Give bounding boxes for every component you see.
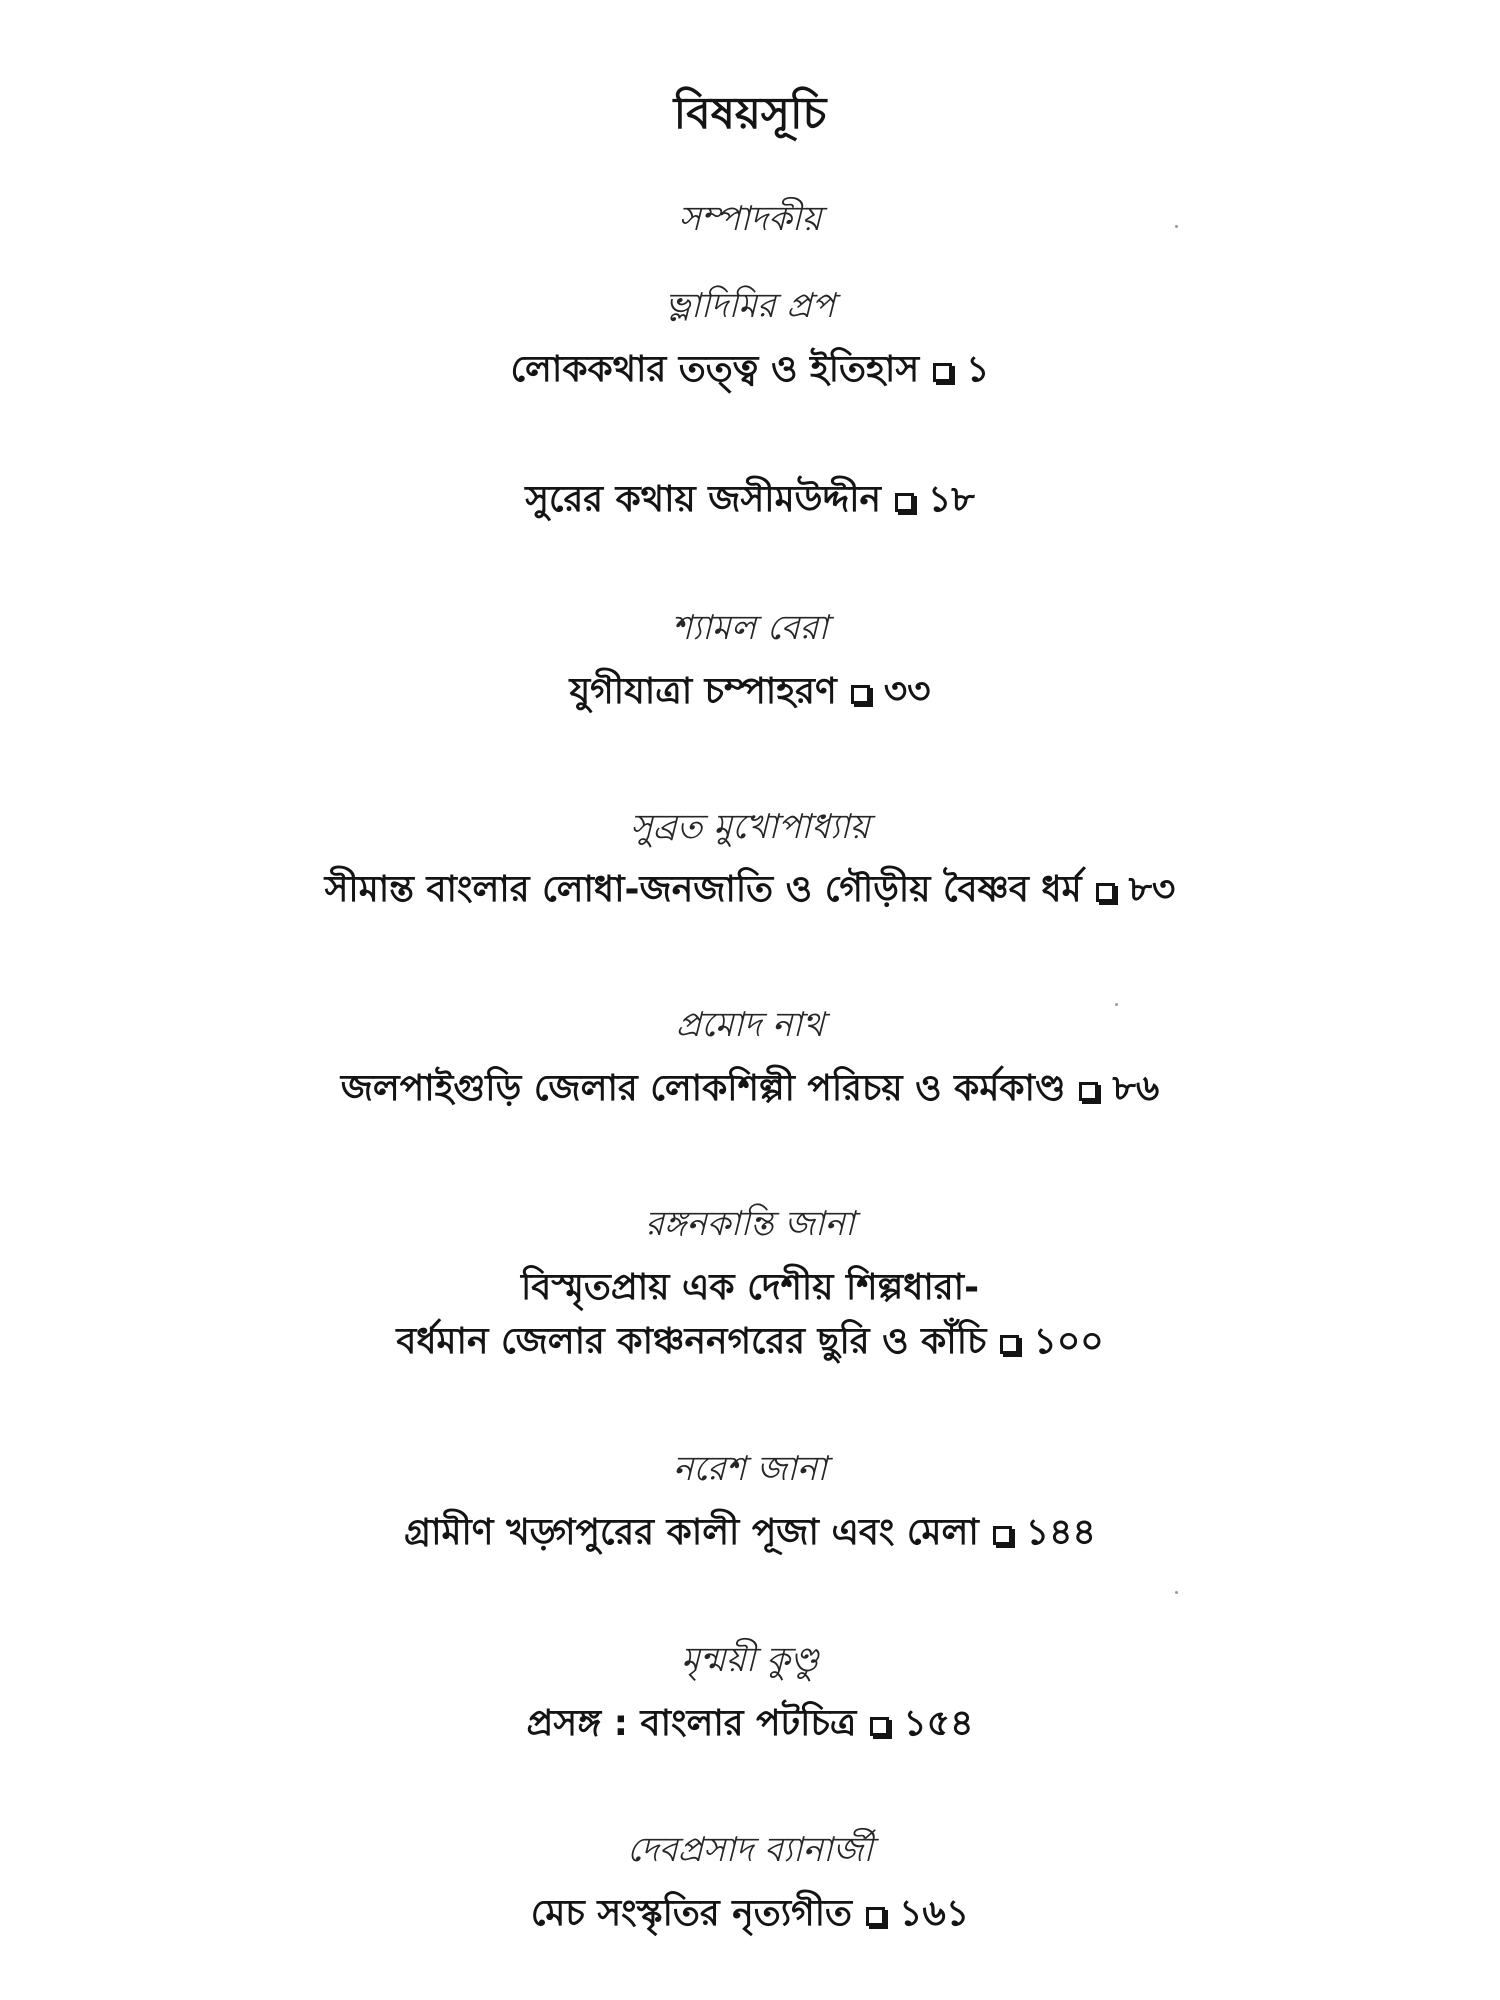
entry-title: মেচ সংস্কৃতির নৃত্যগীত (530, 1893, 853, 1934)
checkbox-bullet-icon (866, 1907, 885, 1926)
entry-author: প্রমোদ নাথ (675, 1005, 825, 1045)
entry-title-line (0, 1321, 1500, 1362)
checkbox-bullet-icon (1079, 1082, 1098, 1101)
scan-speck (1115, 1003, 1118, 1006)
entry-title-line (0, 869, 1500, 910)
entry-author: মৃন্ময়ী কুণ্ডু (681, 1640, 819, 1680)
page-title: বিষয়সূচি (673, 88, 827, 139)
checkbox-bullet-icon (851, 685, 870, 704)
entry-title: প্রসঙ্গ : বাংলার পটচিত্র (526, 1703, 857, 1744)
entry-author: সুব্রত মুখোপাধ্যায় (630, 807, 870, 847)
entry-page-number: ১০০ (1033, 1321, 1104, 1362)
entry-page-number: ৮৬ (1112, 1068, 1160, 1109)
entry-page-number: ১৬১ (899, 1893, 970, 1934)
entry-title: লোককথার তত্ত্ব ও ইতিহাস (510, 349, 920, 390)
entry-page-number: ১৫৪ (903, 1703, 974, 1744)
checkbox-bullet-icon (993, 1526, 1012, 1545)
entry-title: জলপাইগুড়ি জেলার লোকশিল্পী পরিচয় ও কর্মকাণ্ড (340, 1068, 1066, 1109)
entry-author: রঙ্গনকান্তি জানা (645, 1204, 855, 1244)
entry-page-number: ১৮ (928, 479, 975, 520)
entry-page-number: ১ (966, 349, 990, 390)
entry-title-line (0, 671, 1500, 712)
entry-title-line (0, 479, 1500, 520)
checkbox-bullet-icon (1096, 883, 1115, 902)
scan-speck (1175, 1591, 1178, 1594)
scan-speck (1175, 225, 1178, 228)
entry-title: সুরের কথায় জসীমউদ্দীন (525, 479, 882, 520)
entry-title: বর্ধমান জেলার কাঞ্চননগরের ছুরি ও কাঁচি (396, 1321, 987, 1362)
entry-author: ভ্লাদিমির প্রপ (665, 286, 835, 326)
checkbox-bullet-icon (895, 493, 914, 512)
editorial-label: সম্পাদকীয় (678, 199, 822, 239)
entry-title: যুগীযাত্রা চম্পাহরণ (569, 671, 837, 712)
entry-title-line (0, 349, 1500, 390)
entry-title: গ্রামীণ খড়্গপুরের কালী পূজা এবং মেলা (404, 1512, 979, 1553)
entry-title: সীমান্ত বাংলার লোধা-জনজাতি ও গৌড়ীয় বৈষ্ণব ধর্ম (324, 869, 1082, 910)
entry-author: নরেশ জানা (672, 1449, 827, 1489)
checkbox-bullet-icon (933, 363, 952, 382)
entry-author: শ্যামল বেরা (671, 608, 829, 648)
entry-title-line (0, 1703, 1500, 1744)
entry-page-number: ৮৩ (1128, 869, 1176, 910)
entry-page-number: ১৪৪ (1025, 1512, 1096, 1553)
checkbox-bullet-icon (870, 1717, 889, 1736)
entry-title-line (0, 1512, 1500, 1553)
entry-title-line (0, 1068, 1500, 1109)
entry-title-first-line: বিস্মৃতপ্রায় এক দেশীয় শিল্পধারা- (520, 1267, 980, 1308)
entry-page-number: ৩৩ (883, 671, 931, 712)
entry-title-line (0, 1893, 1500, 1934)
entry-author: দেবপ্রসাদ ব্যানার্জী (627, 1830, 873, 1870)
checkbox-bullet-icon (1000, 1335, 1019, 1354)
